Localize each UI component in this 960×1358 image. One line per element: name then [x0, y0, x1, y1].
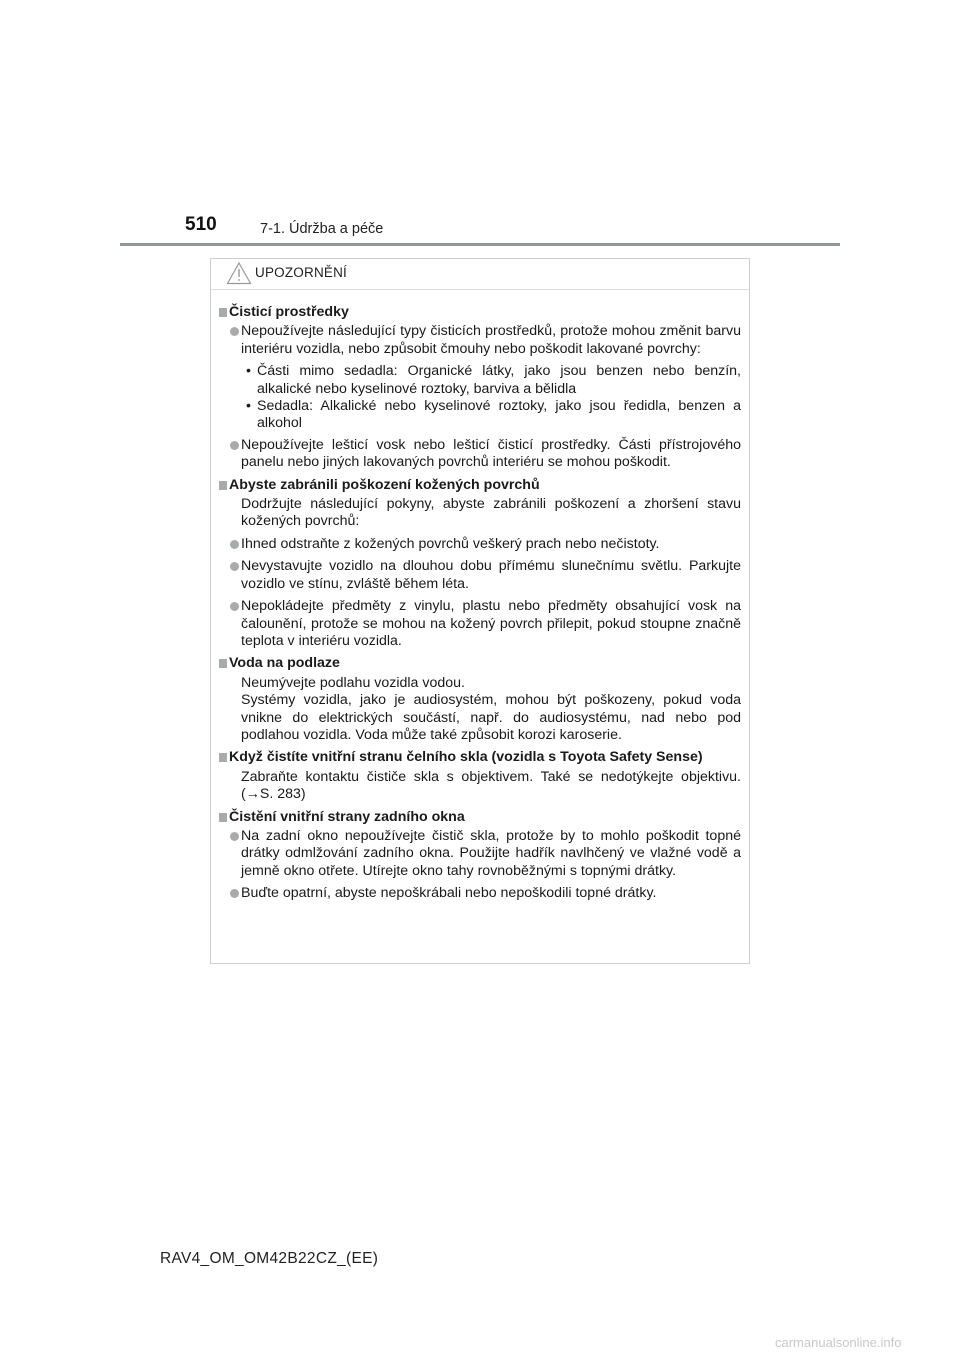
paragraph: Systémy vozidla, jako je audiosystém, mohou být poškozeny, pokud voda vnikne do elektrických součástí, např. do audiosystému, nad nebo pod podlahou vozidla. Voda může také způsobit korozi karoserie. [241, 692, 741, 743]
section-heading: Voda na podlaze [219, 655, 741, 672]
section-heading: Když čistíte vnitřní stranu čelního skla (vozidla s Toyota Safety Sense) [219, 749, 741, 766]
paragraph: Zabraňte kontaktu čističe skla s objektivem. Také se nedotýkejte objektivu. (→S. 283) [241, 768, 741, 803]
section-heading: Čistění vnitřní strany zadního okna [219, 809, 741, 826]
warning-header [211, 259, 749, 290]
warning-box [210, 258, 750, 964]
warning-body [211, 290, 749, 903]
section-heading: Čisticí prostředky [219, 304, 741, 321]
header-rule [120, 243, 840, 246]
list-item: Nepoužívejte lešticí vosk nebo lešticí čisticí prostředky. Části přístrojového panelu nebo jiných lakovaných povrchů interiéru se mohou poškodit. [219, 437, 741, 472]
section-title: 7-1. Údržba a péče [260, 221, 384, 237]
list-item: Buďte opatrní, abyste nepoškrábali nebo nepoškodili topné drátky. [219, 885, 741, 902]
paragraph: Neumývejte podlahu vozidla vodou. [241, 674, 465, 691]
sub-list-item: • Části mimo sedadla: Organické látky, jako jsou benzen nebo benzín, alkalické nebo kyselinové roztoky, barviva a bělidla [219, 363, 741, 398]
document-code: RAV4_OM_OM42B22CZ_(EE) [160, 1250, 379, 1267]
list-item: Na zadní okno nepoužívejte čistič skla, protože by to mohlo poškodit topné drátky odmlžování zadního okna. Použijte hadřík navlhčený ve vlažné vodě a jemně okno otřete. Utírejte okno tahy rovnoběžnými s topnými drátky. [219, 828, 741, 880]
sub-list-item: • Sedadla: Alkalické nebo kyselinové roztoky, jako jsou ředidla, benzen a alkohol [219, 398, 741, 433]
warning-title: UPOZORNĚNÍ [255, 265, 348, 280]
list-item: Ihned odstraňte z kožených povrchů veškerý prach nebo nečistoty. [219, 536, 741, 553]
watermark: carmanualsonline.info [775, 1335, 902, 1350]
sub-list [219, 363, 741, 433]
list-item: Nepoužívejte následující typy čisticích prostředků, protože mohou změnit barvu interiéru vozidla, nebo způsobit čmouhy nebo poškodit lakované povrchy: [219, 323, 741, 358]
section-heading: Abyste zabránili poškození kožených povrchů [219, 477, 741, 494]
warning-triangle-icon [226, 261, 252, 285]
paragraph: Dodržujte následující pokyny, abyste zabránili poškození a zhoršení stavu kožených povrchů: [241, 496, 741, 530]
list-item: Nevystavujte vozidlo na dlouhou dobu přímému slunečnímu světlu. Parkujte vozidlo ve stínu, zvláště během léta. [219, 558, 741, 593]
list-item: Nepokládejte předměty z vinylu, plastu nebo předměty obsahující vosk na čalounění, protože se mohou na kožený povrch přilepit, pokud stoupne značně teplota v interiéru vozidla. [219, 598, 741, 650]
page-number: 510 [185, 214, 217, 235]
